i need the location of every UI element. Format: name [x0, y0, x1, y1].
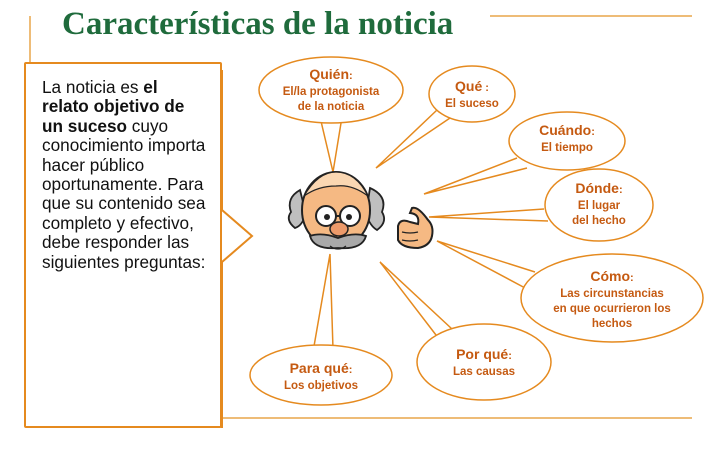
que-tail	[376, 110, 453, 168]
donde-tail	[429, 209, 548, 221]
paraque-suffix: :	[348, 364, 353, 376]
que-suffix: :	[482, 82, 489, 94]
como-answer-line2: en que ocurrieron los	[553, 303, 671, 315]
donde-suffix: :	[618, 184, 623, 196]
bubble-que	[429, 78, 515, 112]
donde-answer-line2: del hecho	[572, 215, 626, 227]
paraque-question: Para qué	[289, 360, 349, 376]
porque-question: Por qué	[456, 346, 509, 362]
que-answer-line1: El suceso	[445, 98, 499, 110]
pointing-hand-icon	[398, 208, 433, 248]
paraque-tail	[313, 254, 333, 352]
cuando-suffix: :	[591, 126, 595, 138]
cuando-tail	[424, 158, 527, 194]
que-question: Qué	[455, 78, 483, 94]
porque-tail	[380, 262, 452, 335]
paraque-answer-line1: Los objetivos	[283, 380, 359, 392]
cuando-answer-line1: El tiempo	[541, 142, 593, 154]
bubble-como	[521, 268, 703, 332]
intro-text-part2: cuyo conocimiento importa hacer público oportunamente. Para que su contenido sea completo y efectivo, debe responder las siguientes preguntas:	[42, 115, 206, 272]
professor-face-icon	[289, 172, 384, 249]
intro-text-part1: La noticia es	[42, 77, 144, 97]
como-answer-line1: Las circunstancias	[560, 288, 664, 300]
intro-text-box	[24, 62, 222, 428]
bubble-porque	[417, 346, 551, 380]
intro-text-bold: el relato objetivo de un suceso	[42, 77, 185, 136]
intro-callout-pointer	[222, 70, 252, 428]
quien-answer-line1: El/la protagonista	[282, 86, 380, 98]
quien-answer-line2: de la noticia	[297, 101, 365, 113]
como-question: Cómo	[590, 268, 630, 284]
quien-tail	[320, 117, 342, 172]
bubble-quien	[259, 66, 403, 115]
cuando-question: Cuándo	[539, 122, 592, 138]
donde-question: Dónde	[575, 180, 619, 196]
como-suffix: :	[630, 272, 634, 284]
quien-question: Quién	[309, 66, 349, 82]
page-title: Características de la noticia	[62, 6, 454, 42]
bubble-cuando	[509, 122, 625, 156]
donde-answer-line1: El lugar	[577, 200, 621, 212]
porque-suffix: :	[508, 350, 512, 362]
bubble-paraque	[250, 360, 392, 394]
porque-answer-line1: Las causas	[452, 366, 515, 378]
quien-suffix: :	[349, 70, 353, 82]
como-answer-line3: hechos	[591, 318, 633, 330]
bubble-donde	[545, 180, 653, 229]
